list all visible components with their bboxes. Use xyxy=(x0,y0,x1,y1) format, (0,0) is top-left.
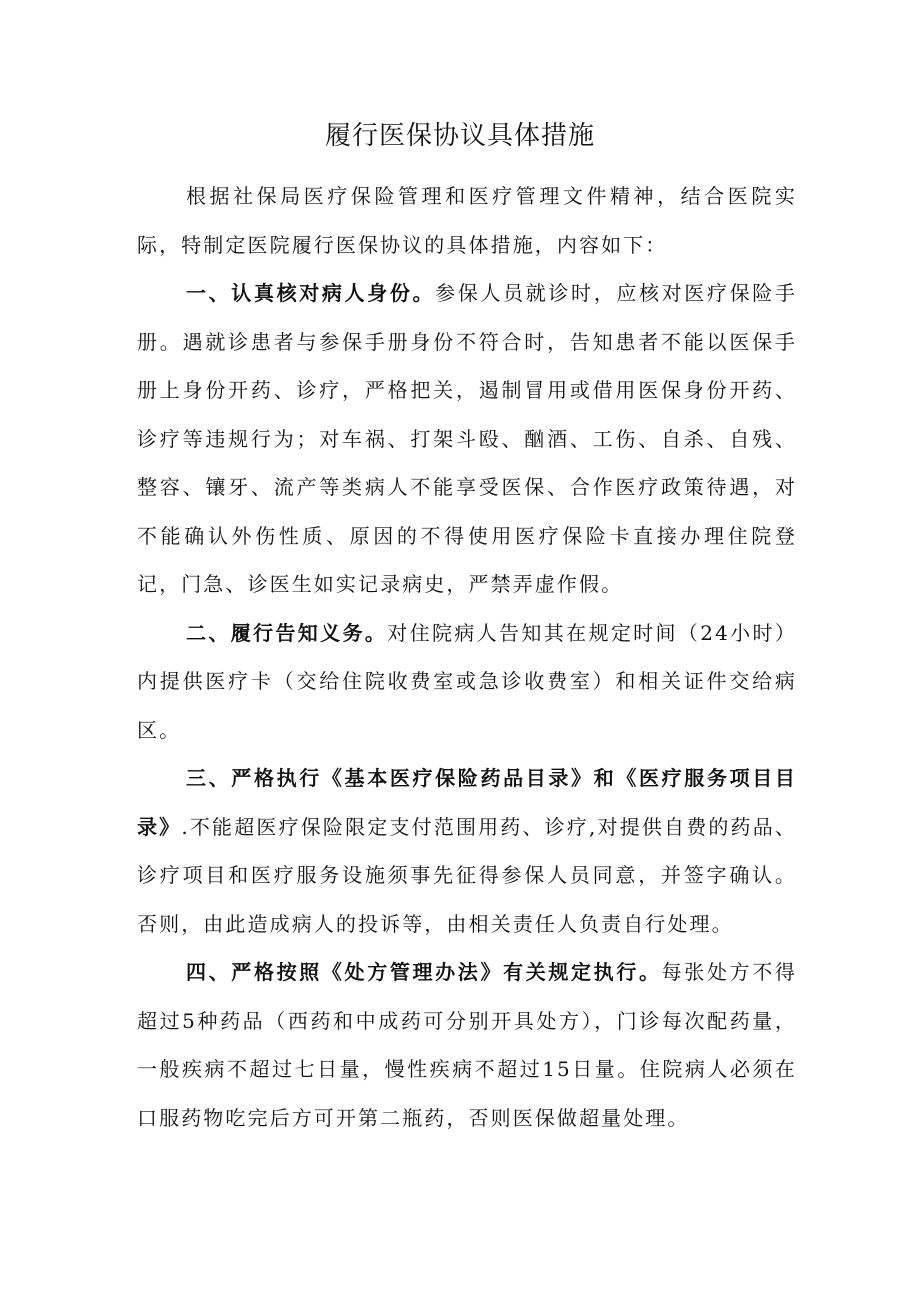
measure-paragraph-4 xyxy=(137,948,797,1142)
measure-paragraph-3 xyxy=(137,754,797,948)
measure-heading-2: 二、履行告知义务。 xyxy=(186,620,388,645)
intro-paragraph: 根据社保局医疗保险管理和医疗管理文件精神，结合医院实际，特制定医院履行医保协议的具体措施，内容如下： xyxy=(137,184,797,257)
measure-paragraph-2 xyxy=(137,609,797,755)
measure-heading-1: 一、认真核对病人身份。 xyxy=(186,281,436,305)
measure-text-4: 每张处方不得超过5种药品（西药和中成药可分别开具处方），门诊每次配药量，一般疾病不超过七日量，慢性疾病不超过15日量。住院病人必须在口服药物吃完后方可开第二瓶药，否则医保做超量处理。 xyxy=(137,960,797,1130)
document-title: 履行医保协议具体措施 xyxy=(324,121,595,151)
measure-text-3: .不能超医疗保险限定支付范围用药、诊疗,对提供自费的药品、诊疗项目和医疗服务设施须事先征得参保人员同意，并签字确认。否则，由此造成病人的投诉等，由相关责任人负责自行处理。 xyxy=(137,814,798,936)
measure-paragraph-1 xyxy=(137,269,797,609)
measure-text-1: 参保人员就诊时，应核对医疗保险手册。遇就诊患者与参保手册身份不符合时，告知患者不能以医保手册上身份开药、诊疗，严格把关，遏制冒用或借用医保身份开药、诊疗等违规行为；对车祸、打架斗殴、酗酒、工伤、自杀、自残、整容、镶牙、流产等类病人不能享受医保、合作医疗政策待遇，对不能确认外伤性质、原因的不得使用医疗保险卡直接办理住院登记，门急、诊医生如实记录病史，严禁弄虚作假。 xyxy=(137,281,797,596)
measure-heading-4: 四、严格按照《处方管理办法》有关规定执行。 xyxy=(186,960,662,984)
measure-heading-3: 三、严格执行《基本医疗保险药品目录》和《医疗服务项目目录》 xyxy=(137,766,797,839)
document-body xyxy=(137,172,797,1142)
measure-text-2: 对住院病人告知其在规定时间（24小时）内提供医疗卡（交给住院收费室或急诊收费室）和相关证件交给病区。 xyxy=(137,620,797,742)
